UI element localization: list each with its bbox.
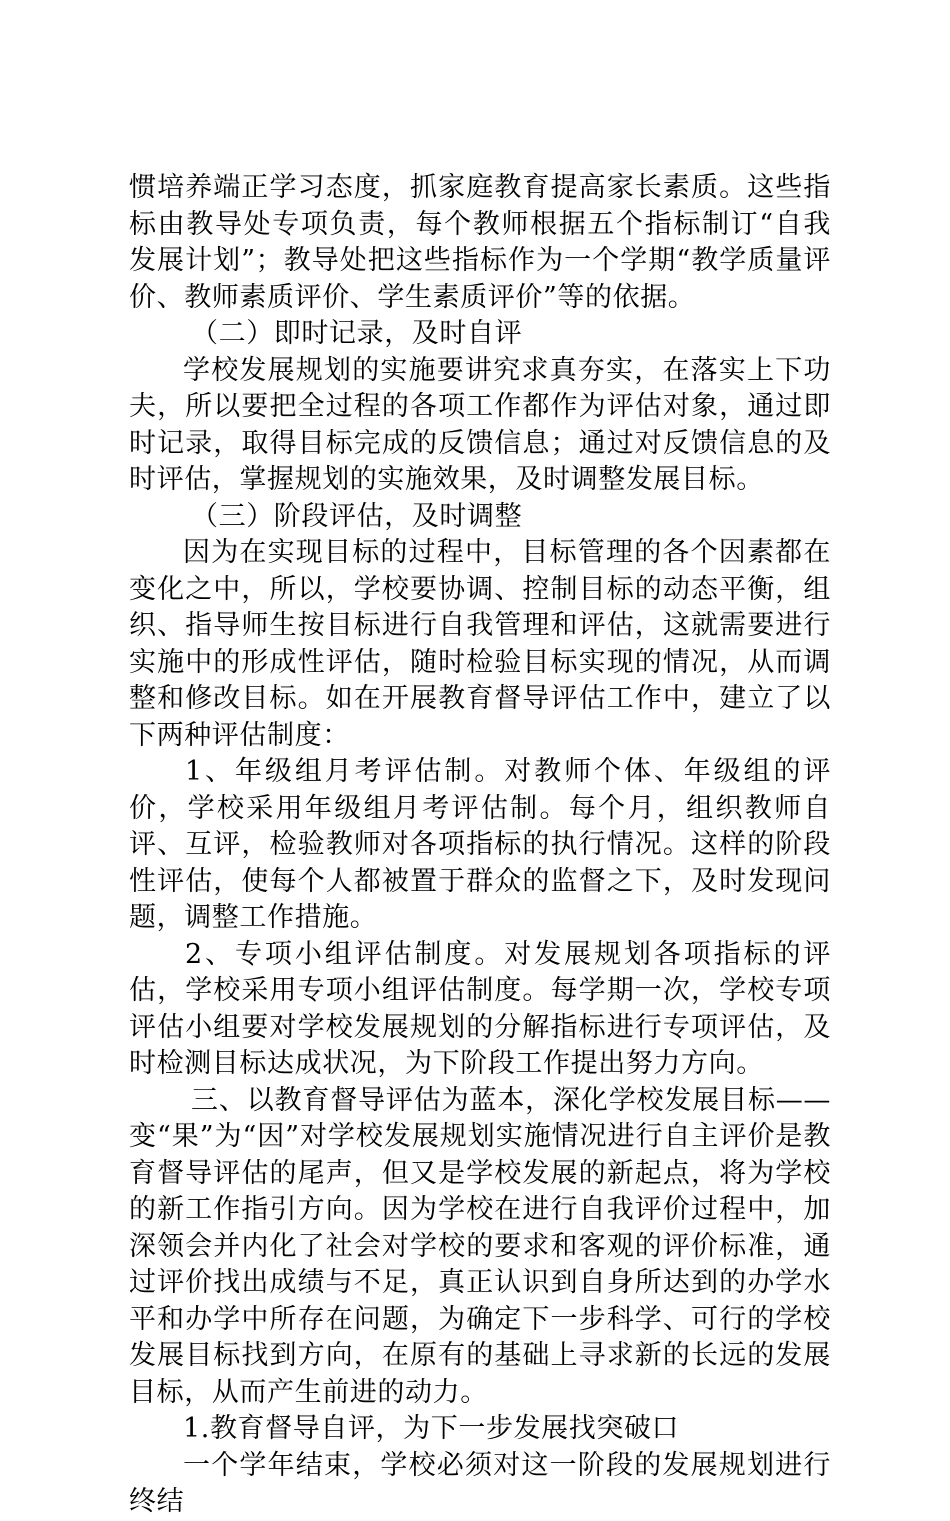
list-item-1: 1、年级组月考评估制。对教师个体、年级组的评价，学校采用年级组月考评估制。每个月，组织教师自评、互评，检验教师对各项指标的执行情况。这样的阶段性评估，使每个人都被置于群众的监督之下，及时发现问题，调整工作措施。 [129, 756, 831, 933]
subheading-1: 1.教育督导自评，为下一步发展找突破口 [183, 1413, 680, 1444]
list-item-2: 2、专项小组评估制度。对发展规划各项指标的评估，学校采用专项小组评估制度。每学期一次，学校专项评估小组要对学校发展规划的分解指标进行专项评估，及时检测目标达成状况，为下阶段工作提出努力方向。 [129, 938, 831, 1079]
paragraph-continuation: 惯培养端正学习态度，抓家庭教育提高家长素质。这些指标由教导处专项负责，每个教师根据五个指标制订“自我发展计划”；教导处把这些指标作为一个学期“教学质量评价、教师素质评价、学生素质评价”等的依据。 [129, 172, 831, 313]
document-body [129, 170, 831, 1521]
section-heading-2: （二）即时记录，及时自评 [191, 318, 523, 349]
paragraph-section-3: 因为在实现目标的过程中，目标管理的各个因素都在变化之中，所以，学校要协调、控制目标的动态平衡，组织、指导师生按目标进行自我管理和评估，这就需要进行实施中的形成性评估，随时检验目标实现的情况，从而调整和修改目标。如在开展教育督导评估工作中，建立了以下两种评估制度： [129, 537, 831, 751]
section-heading-3: （三）阶段评估，及时调整 [191, 500, 523, 532]
paragraph-section-2: 学校发展规划的实施要讲究求真夯实，在落实上下功夫，所以要把全过程的各项工作都作为评估对象，通过即时记录，取得目标完成的反馈信息；通过对反馈信息的及时评估，掌握规划的实施效果，及时调整发展目标。 [129, 354, 831, 495]
paragraph-final: 一个学年结束，学校必须对这一阶段的发展规划进行终结 [129, 1449, 831, 1517]
paragraph-part-3: 三、以教育督导评估为蓝本，深化学校发展目标——变“果”为“因”对学校发展规划实施情况进行自主评价是教育督导评估的尾声，但又是学校发展的新起点，将为学校的新工作指引方向。因为学校在进行自我评价过程中，加深领会并内化了社会对学校的要求和客观的评价标准，通过评价找出成绩与不足，真正认识到自身所达到的办学水平和办学中所存在问题，为确定下一步科学、可行的学校发展目标找到方向，在原有的基础上寻求新的长远的发展目标，从而产生前进的动力。 [129, 1084, 831, 1408]
